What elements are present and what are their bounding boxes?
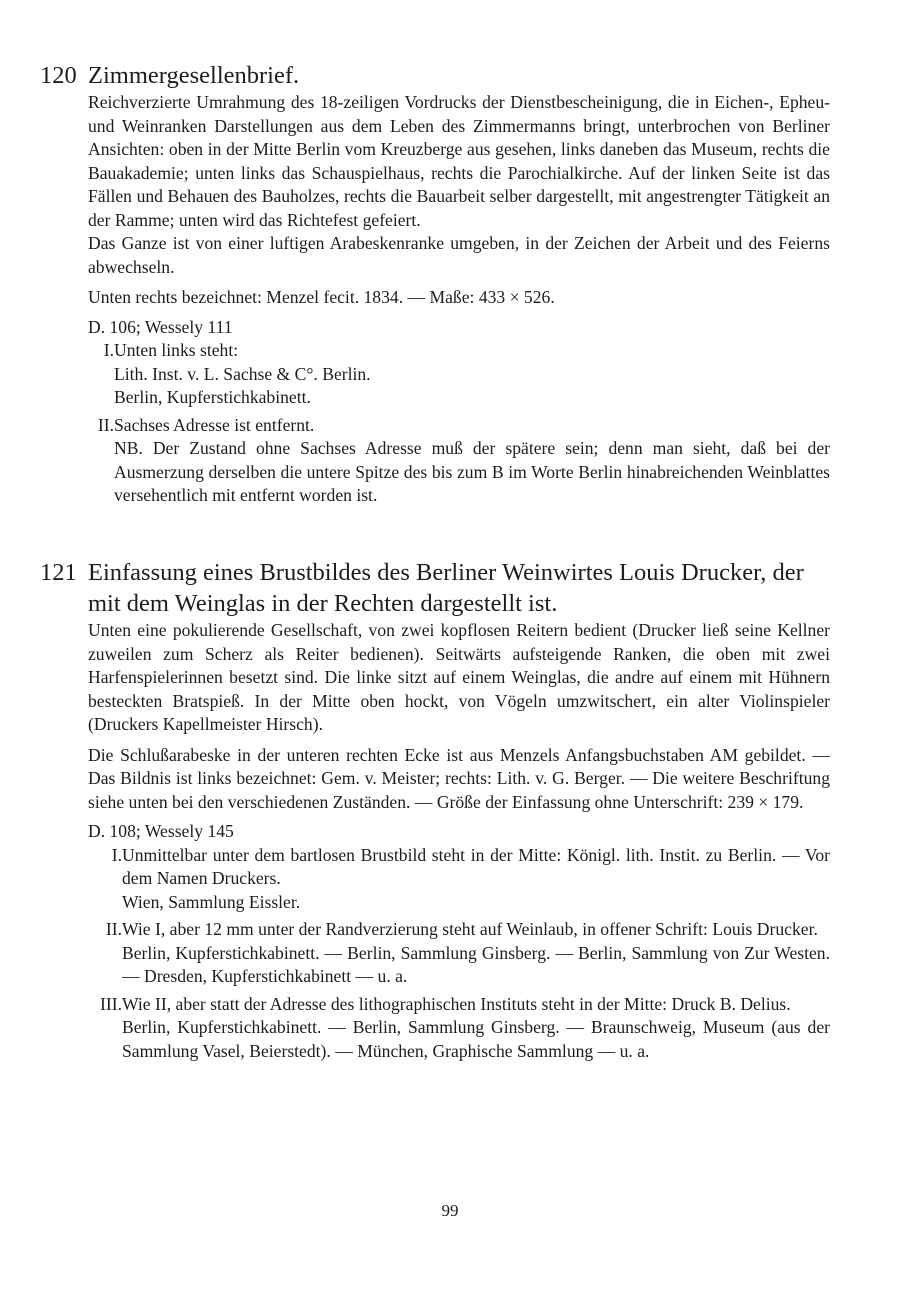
state-collection: Wien, Sammlung Eissler. [122, 891, 301, 912]
state-item [40, 918, 830, 989]
page-number: 99 [441, 1201, 459, 1220]
entry-description: Unten eine pokulierende Gesellschaft, von zwei kopflosen Reitern bedient (Drucker ließ seine Kellner zuweilen zum Scherz als Reiter bedienen). Seitwärts aufsteigende Ranken, die oben mit zwei Harfenspielerinnen besetzt sind. Die linke sitzt auf einem Weinglas, die andre auf einem mit Hühnern besteckten Bratspieß. In der Mitte oben hockt, von Vögeln umzwitschert, ein alter Violinspieler (Druckers Kapellmeister Hirsch). [88, 620, 830, 734]
entry-description: Reichverzierte Umrahmung des 18-zeiligen Vordrucks der Dienstbescheinigung, die in Eichen-, Epheu- und Weinranken Darstellungen aus dem Leben des Zimmermanns bringt, unterbrochen von Berliner Ansichten: oben in der Mitte Berlin vom Kreuzberge aus gesehen, links daneben das Museum, rechts die Bauakademie; unten links das Schauspielhaus, rechts die Parochialkirche. Auf der linken Seite ist das Fällen und Behauen des Bauholzes, rechts die Bauarbeit selber dargestellt, mit angestrengter Tätigkeit an der Ramme; unten wird das Richtefest gefeiert. [88, 92, 830, 230]
catalog-entry-120 [40, 60, 830, 508]
entry-references: D. 108; Wessely 145 [88, 821, 234, 841]
state-item [40, 993, 830, 1064]
state-collection: Berlin, Kupferstichkabinett. — Berlin, Sammlung Ginsberg. — Berlin, Sammlung von Zur Westen. — Dresden, Kupferstichkabinett — u. a. [122, 942, 830, 986]
state-text: Unmittelbar unter dem bartlosen Brustbild steht in der Mitte: Königl. lith. Instit. zu Berlin. — Vor dem Namen Druckers. [122, 844, 830, 888]
state-numeral: II. [97, 414, 114, 435]
entry-title: Zimmergesellenbrief. [88, 62, 300, 89]
state-text: Sachses Adresse ist entfernt. [114, 414, 315, 435]
entry-title: Einfassung eines Brustbildes des Berliner Weinwirtes Louis Drucker, der mit dem Weinglas in der Rechten dargestellt ist. [88, 559, 804, 617]
state-collection: Berlin, Kupferstichkabinett. [114, 387, 311, 407]
state-collection: Berlin, Kupferstichkabinett. — Berlin, Sammlung Ginsberg. — Braunschweig, Museum (aus der Sammlung Vasel, Beierstedt). — München, Graphische Sammlung — u. a. [122, 1017, 830, 1061]
entry-description: Das Ganze ist von einer luftigen Arabeskenranke umgeben, in der Zeichen der Arbeit und des Feierns abwechseln. [88, 233, 830, 277]
state-item [40, 414, 830, 508]
entry-references: D. 106; Wessely 111 [88, 316, 233, 337]
entry-signature-dimensions: Unten rechts bezeichnet: Menzel fecit. 1834. — Maße: 433 × 526. [88, 287, 555, 307]
state-numeral: I. [111, 844, 122, 865]
entry-heading [40, 557, 830, 619]
state-numeral: III. [100, 993, 122, 1014]
entry-heading [40, 60, 830, 91]
state-numeral: I. [103, 340, 114, 360]
state-item [40, 844, 830, 915]
state-text: Wie II, aber statt der Adresse des lithographischen Instituts steht in der Mitte: Druck B. Delius. [122, 993, 791, 1014]
entry-description: Die Schlußarabeske in der unteren rechten Ecke ist aus Menzels Anfangsbuchstaben AM gebildet. — Das Bildnis ist links bezeichnet: Gem. v. Meister; rechts: Lith. v. G. Berger. — Die weitere Beschriftung siehe unten bei den verschiedenen Zuständen. — Größe der Einfassung ohne Unterschrift: 239 × 179. [88, 744, 830, 812]
entry-number: 120 [40, 62, 77, 89]
catalog-entry-121 [40, 557, 830, 1063]
state-item [40, 339, 830, 410]
state-note: NB. Der Zustand ohne Sachses Adresse muß der spätere sein; denn man sieht, daß bei der Ausmerzung derselben die untere Spitze des bis zum B im Worte Berlin hinabreichenden Weinblattes versehentlich mit entfernt worden ist. [114, 438, 830, 505]
state-text: Unten links steht: [114, 340, 239, 360]
state-text: Lith. Inst. v. L. Sachse & C°. Berlin. [114, 363, 371, 384]
entry-number: 121 [40, 559, 77, 586]
state-text: Wie I, aber 12 mm unter der Randverzierung steht auf Weinlaub, in offener Schrift: Louis Drucker. [122, 919, 818, 939]
state-numeral: II. [105, 919, 122, 939]
